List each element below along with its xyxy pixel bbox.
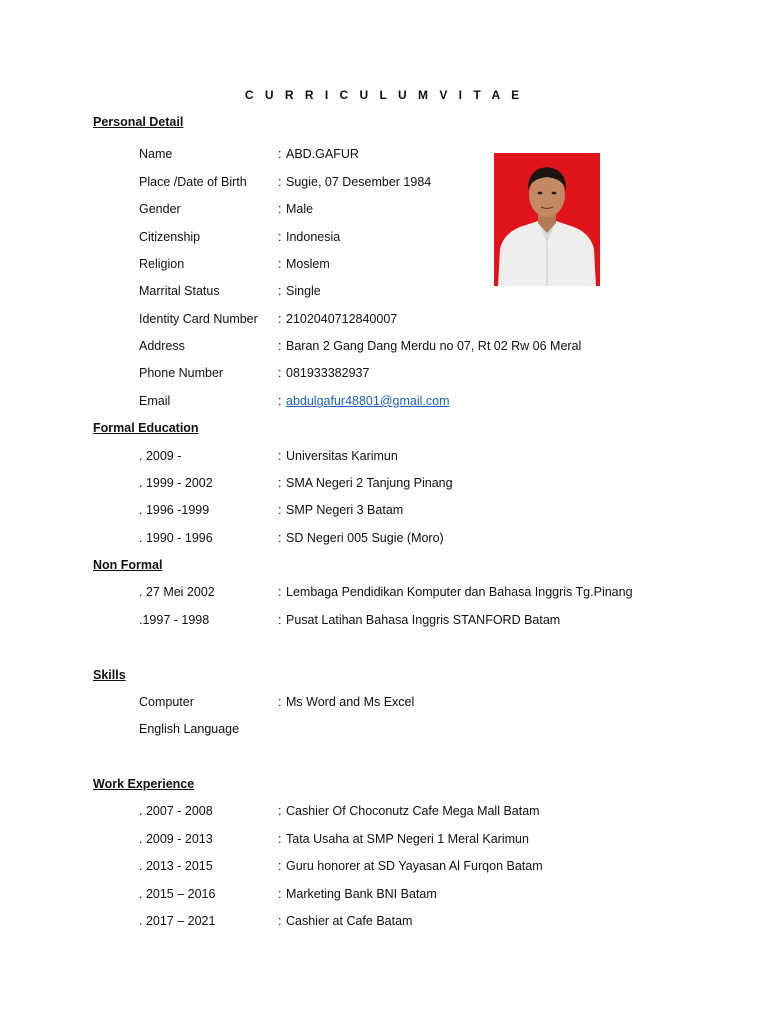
non-formal-row: [0, 613, 768, 631]
row-separator: :: [278, 230, 282, 244]
row-label: . 27 Mei 2002: [139, 585, 215, 599]
row-label: Computer: [139, 695, 194, 709]
row-label: English Language: [139, 722, 240, 736]
education-row: [0, 531, 768, 549]
row-value: Single: [286, 284, 321, 298]
portrait-photo-icon: [494, 153, 600, 286]
row-label: . 2009 - 2013: [139, 832, 213, 846]
personal-row-email: [0, 394, 768, 412]
work-row: [0, 887, 768, 905]
personal-row-gender: [0, 202, 768, 220]
row-separator: :: [278, 202, 282, 216]
section-heading-non-formal: Non Formal: [93, 558, 163, 572]
row-value: Marketing Bank BNI Batam: [286, 887, 437, 901]
row-value: Lembaga Pendidikan Komputer dan Bahasa Inggris Tg.Pinang: [286, 585, 633, 599]
row-separator: :: [278, 339, 282, 353]
row-value: Sugie, 07 Desember 1984: [286, 175, 432, 189]
row-value: SMP Negeri 3 Batam: [286, 503, 404, 517]
row-label: Name: [139, 147, 173, 161]
section-heading-skills: Skills: [93, 668, 126, 682]
row-separator: :: [278, 257, 282, 271]
skills-row-computer: [0, 695, 768, 713]
personal-row-religion: [0, 257, 768, 275]
row-separator: :: [278, 531, 282, 545]
row-separator: :: [278, 613, 282, 627]
row-label: . 1999 - 2002: [139, 476, 213, 490]
row-separator: :: [278, 503, 282, 517]
row-separator: :: [278, 284, 282, 298]
personal-row-name: [0, 147, 768, 165]
row-separator: :: [278, 175, 282, 189]
row-value: Cashier Of Choconutz Cafe Mega Mall Batam: [286, 804, 540, 818]
row-label: Email: [139, 394, 171, 408]
row-value: Pusat Latihan Bahasa Inggris STANFORD Batam: [286, 613, 561, 627]
education-row: [0, 449, 768, 467]
portrait-photo: [494, 153, 600, 286]
row-value: Cashier at Cafe Batam: [286, 914, 413, 928]
row-value: Indonesia: [286, 230, 341, 244]
row-label: .1997 - 1998: [139, 613, 210, 627]
row-value: 2102040712840007: [286, 312, 398, 326]
non-formal-row: [0, 585, 768, 603]
row-separator: :: [278, 887, 282, 901]
row-value: 081933382937: [286, 366, 370, 380]
section-heading-work-experience: Work Experience: [93, 777, 195, 791]
row-separator: :: [278, 695, 282, 709]
row-label: Marrital Status: [139, 284, 220, 298]
document-title: C U R R I C U L U M V I T A E: [244, 88, 524, 102]
row-label: Gender: [139, 202, 181, 216]
row-label: . 2007 - 2008: [139, 804, 213, 818]
row-value: Ms Word and Ms Excel: [286, 695, 415, 709]
row-separator: :: [278, 832, 282, 846]
row-label: Place /Date of Birth: [139, 175, 247, 189]
work-row: [0, 804, 768, 822]
education-row: [0, 503, 768, 521]
row-separator: :: [278, 449, 282, 463]
work-row: [0, 859, 768, 877]
section-heading-personal-detail: Personal Detail: [93, 115, 184, 129]
row-value: SMA Negeri 2 Tanjung Pinang: [286, 476, 453, 490]
row-separator: :: [278, 914, 282, 928]
education-row: [0, 476, 768, 494]
row-label: Phone Number: [139, 366, 224, 380]
row-label: . 2009 -: [139, 449, 182, 463]
row-label: Identity Card Number: [139, 312, 258, 326]
row-label: . 2013 - 2015: [139, 859, 213, 873]
row-label: . 2015 – 2016: [139, 887, 216, 901]
row-separator: :: [278, 585, 282, 599]
row-value: Moslem: [286, 257, 330, 271]
row-separator: :: [278, 147, 282, 161]
row-label: Address: [139, 339, 185, 353]
work-row: [0, 914, 768, 932]
personal-row-phone: [0, 366, 768, 384]
personal-row-marital-status: [0, 284, 768, 302]
personal-row-birth: [0, 175, 768, 193]
row-label: Citizenship: [139, 230, 201, 244]
section-heading-formal-education: Formal Education: [93, 421, 199, 435]
skills-row-english: [0, 722, 768, 740]
row-separator: :: [278, 394, 282, 408]
row-separator: :: [278, 312, 282, 326]
work-row: [0, 832, 768, 850]
row-value: Universitas Karimun: [286, 449, 398, 463]
row-value: Guru honorer at SD Yayasan Al Furqon Batam: [286, 859, 543, 873]
row-separator: :: [278, 859, 282, 873]
personal-row-citizenship: [0, 230, 768, 248]
row-separator: :: [278, 366, 282, 380]
row-label: Religion: [139, 257, 185, 271]
row-value: SD Negeri 005 Sugie (Moro): [286, 531, 444, 545]
row-value: ABD.GAFUR: [286, 147, 359, 161]
row-value: [286, 394, 449, 408]
personal-row-address: [0, 339, 768, 357]
row-separator: :: [278, 804, 282, 818]
row-label: . 1990 - 1996: [139, 531, 213, 545]
personal-row-identity-card: [0, 312, 768, 330]
row-value: Male: [286, 202, 314, 216]
row-value: Tata Usaha at SMP Negeri 1 Meral Karimun: [286, 832, 529, 846]
row-value: Baran 2 Gang Dang Merdu no 07, Rt 02 Rw 06 Meral: [286, 339, 582, 353]
row-separator: :: [278, 476, 282, 490]
row-label: . 2017 – 2021: [139, 914, 216, 928]
email-link[interactable]: abdulgafur48801@gmail.com: [286, 394, 450, 408]
row-label: . 1996 -1999: [139, 503, 210, 517]
